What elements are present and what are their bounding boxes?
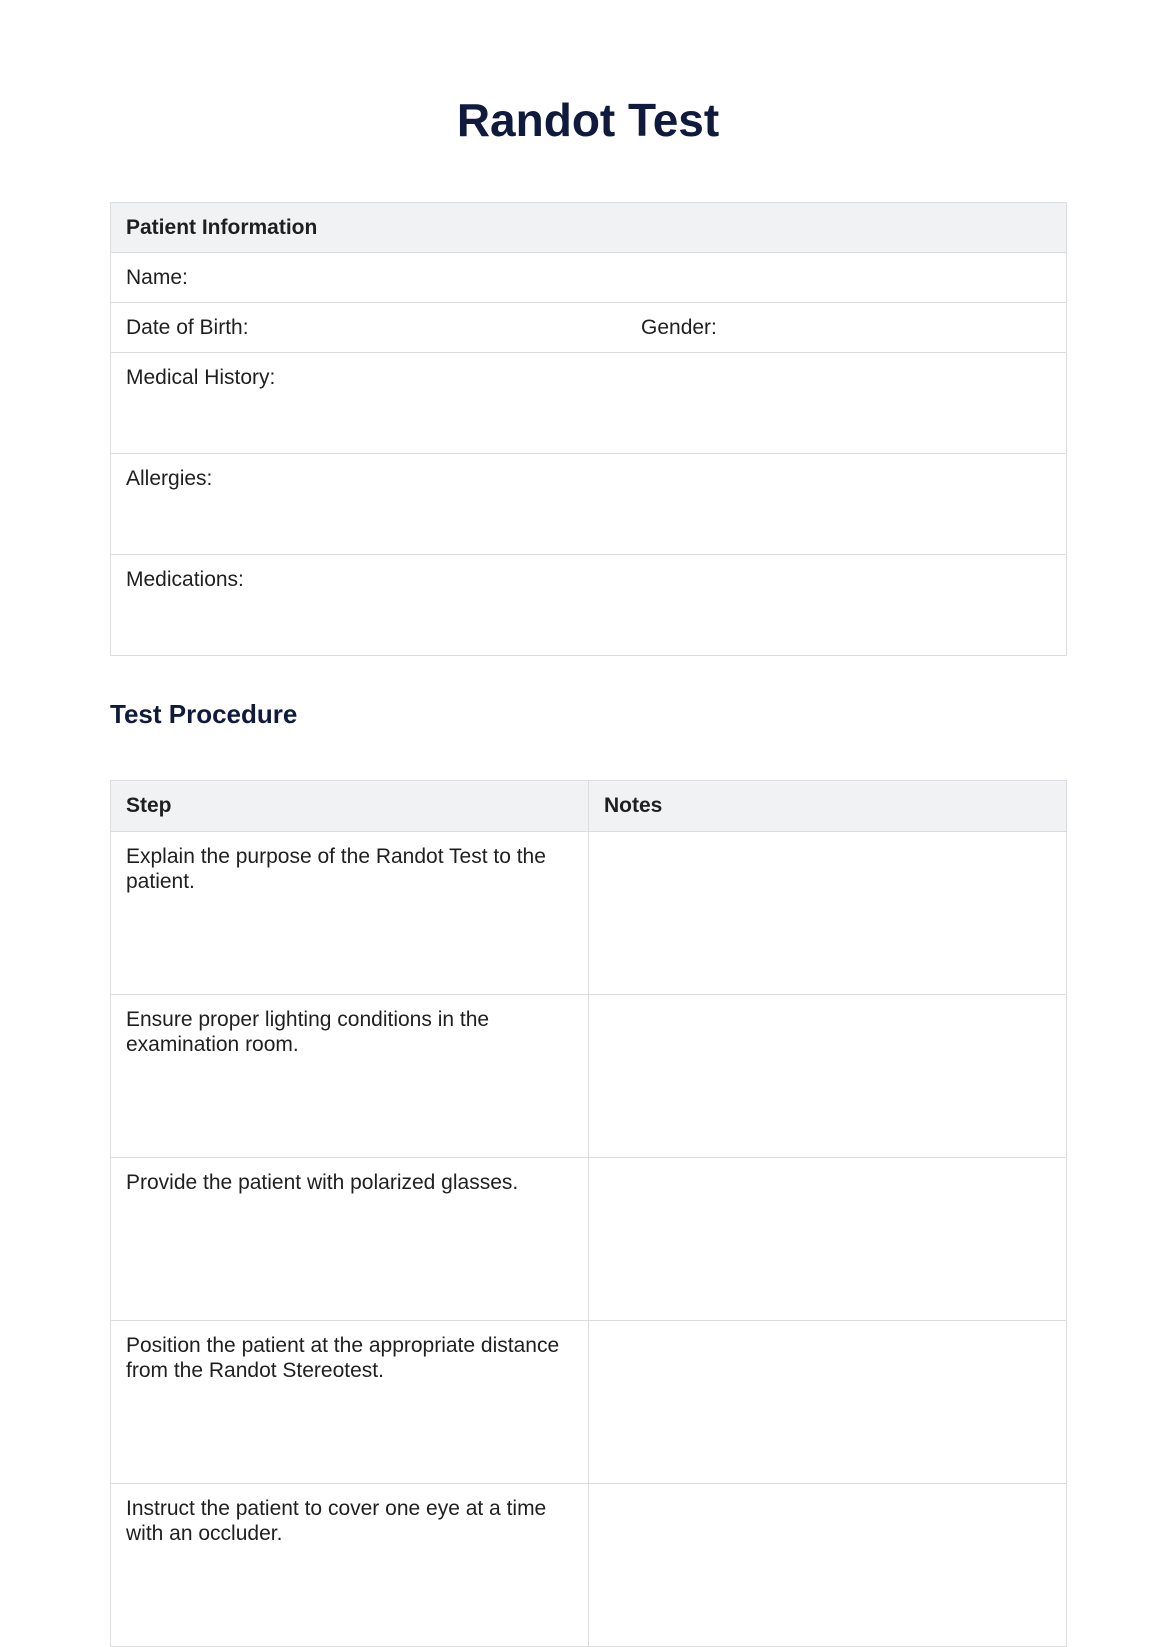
medical-history-label: Medical History: xyxy=(126,366,276,389)
patient-information-header: Patient Information xyxy=(111,203,1067,253)
notes-cell[interactable] xyxy=(589,1158,1067,1321)
test-procedure-heading: Test Procedure xyxy=(110,699,298,729)
step-cell: Provide the patient with polarized glasses. xyxy=(111,1158,589,1321)
test-procedure-table xyxy=(110,780,1067,1647)
medications-label: Medications: xyxy=(126,568,244,591)
table-row xyxy=(111,995,1067,1158)
step-cell: Instruct the patient to cover one eye at a time with an occluder. xyxy=(111,1484,589,1647)
notes-column-header: Notes xyxy=(589,781,1067,832)
allergies-label: Allergies: xyxy=(126,467,213,490)
gender-label: Gender: xyxy=(641,316,717,339)
step-column-header: Step xyxy=(111,781,589,832)
notes-cell[interactable] xyxy=(589,995,1067,1158)
patient-information-table xyxy=(110,202,1067,656)
date-of-birth-label: Date of Birth: xyxy=(126,316,249,339)
name-label: Name: xyxy=(126,266,188,289)
table-row xyxy=(111,1484,1067,1647)
table-row xyxy=(111,832,1067,995)
notes-cell[interactable] xyxy=(589,1484,1067,1647)
step-cell: Ensure proper lighting conditions in the examination room. xyxy=(111,995,589,1158)
step-cell: Position the patient at the appropriate distance from the Randot Stereotest. xyxy=(111,1321,589,1484)
name-field[interactable] xyxy=(111,253,1067,303)
page-title: Randot Test xyxy=(456,94,720,146)
medical-history-field[interactable] xyxy=(111,353,1067,454)
medications-field[interactable] xyxy=(111,555,1067,656)
table-row xyxy=(111,1158,1067,1321)
dob-gender-row[interactable] xyxy=(111,303,1067,353)
table-row xyxy=(111,1321,1067,1484)
notes-cell[interactable] xyxy=(589,1321,1067,1484)
step-cell: Explain the purpose of the Randot Test to the patient. xyxy=(111,832,589,995)
allergies-field[interactable] xyxy=(111,454,1067,555)
notes-cell[interactable] xyxy=(589,832,1067,995)
